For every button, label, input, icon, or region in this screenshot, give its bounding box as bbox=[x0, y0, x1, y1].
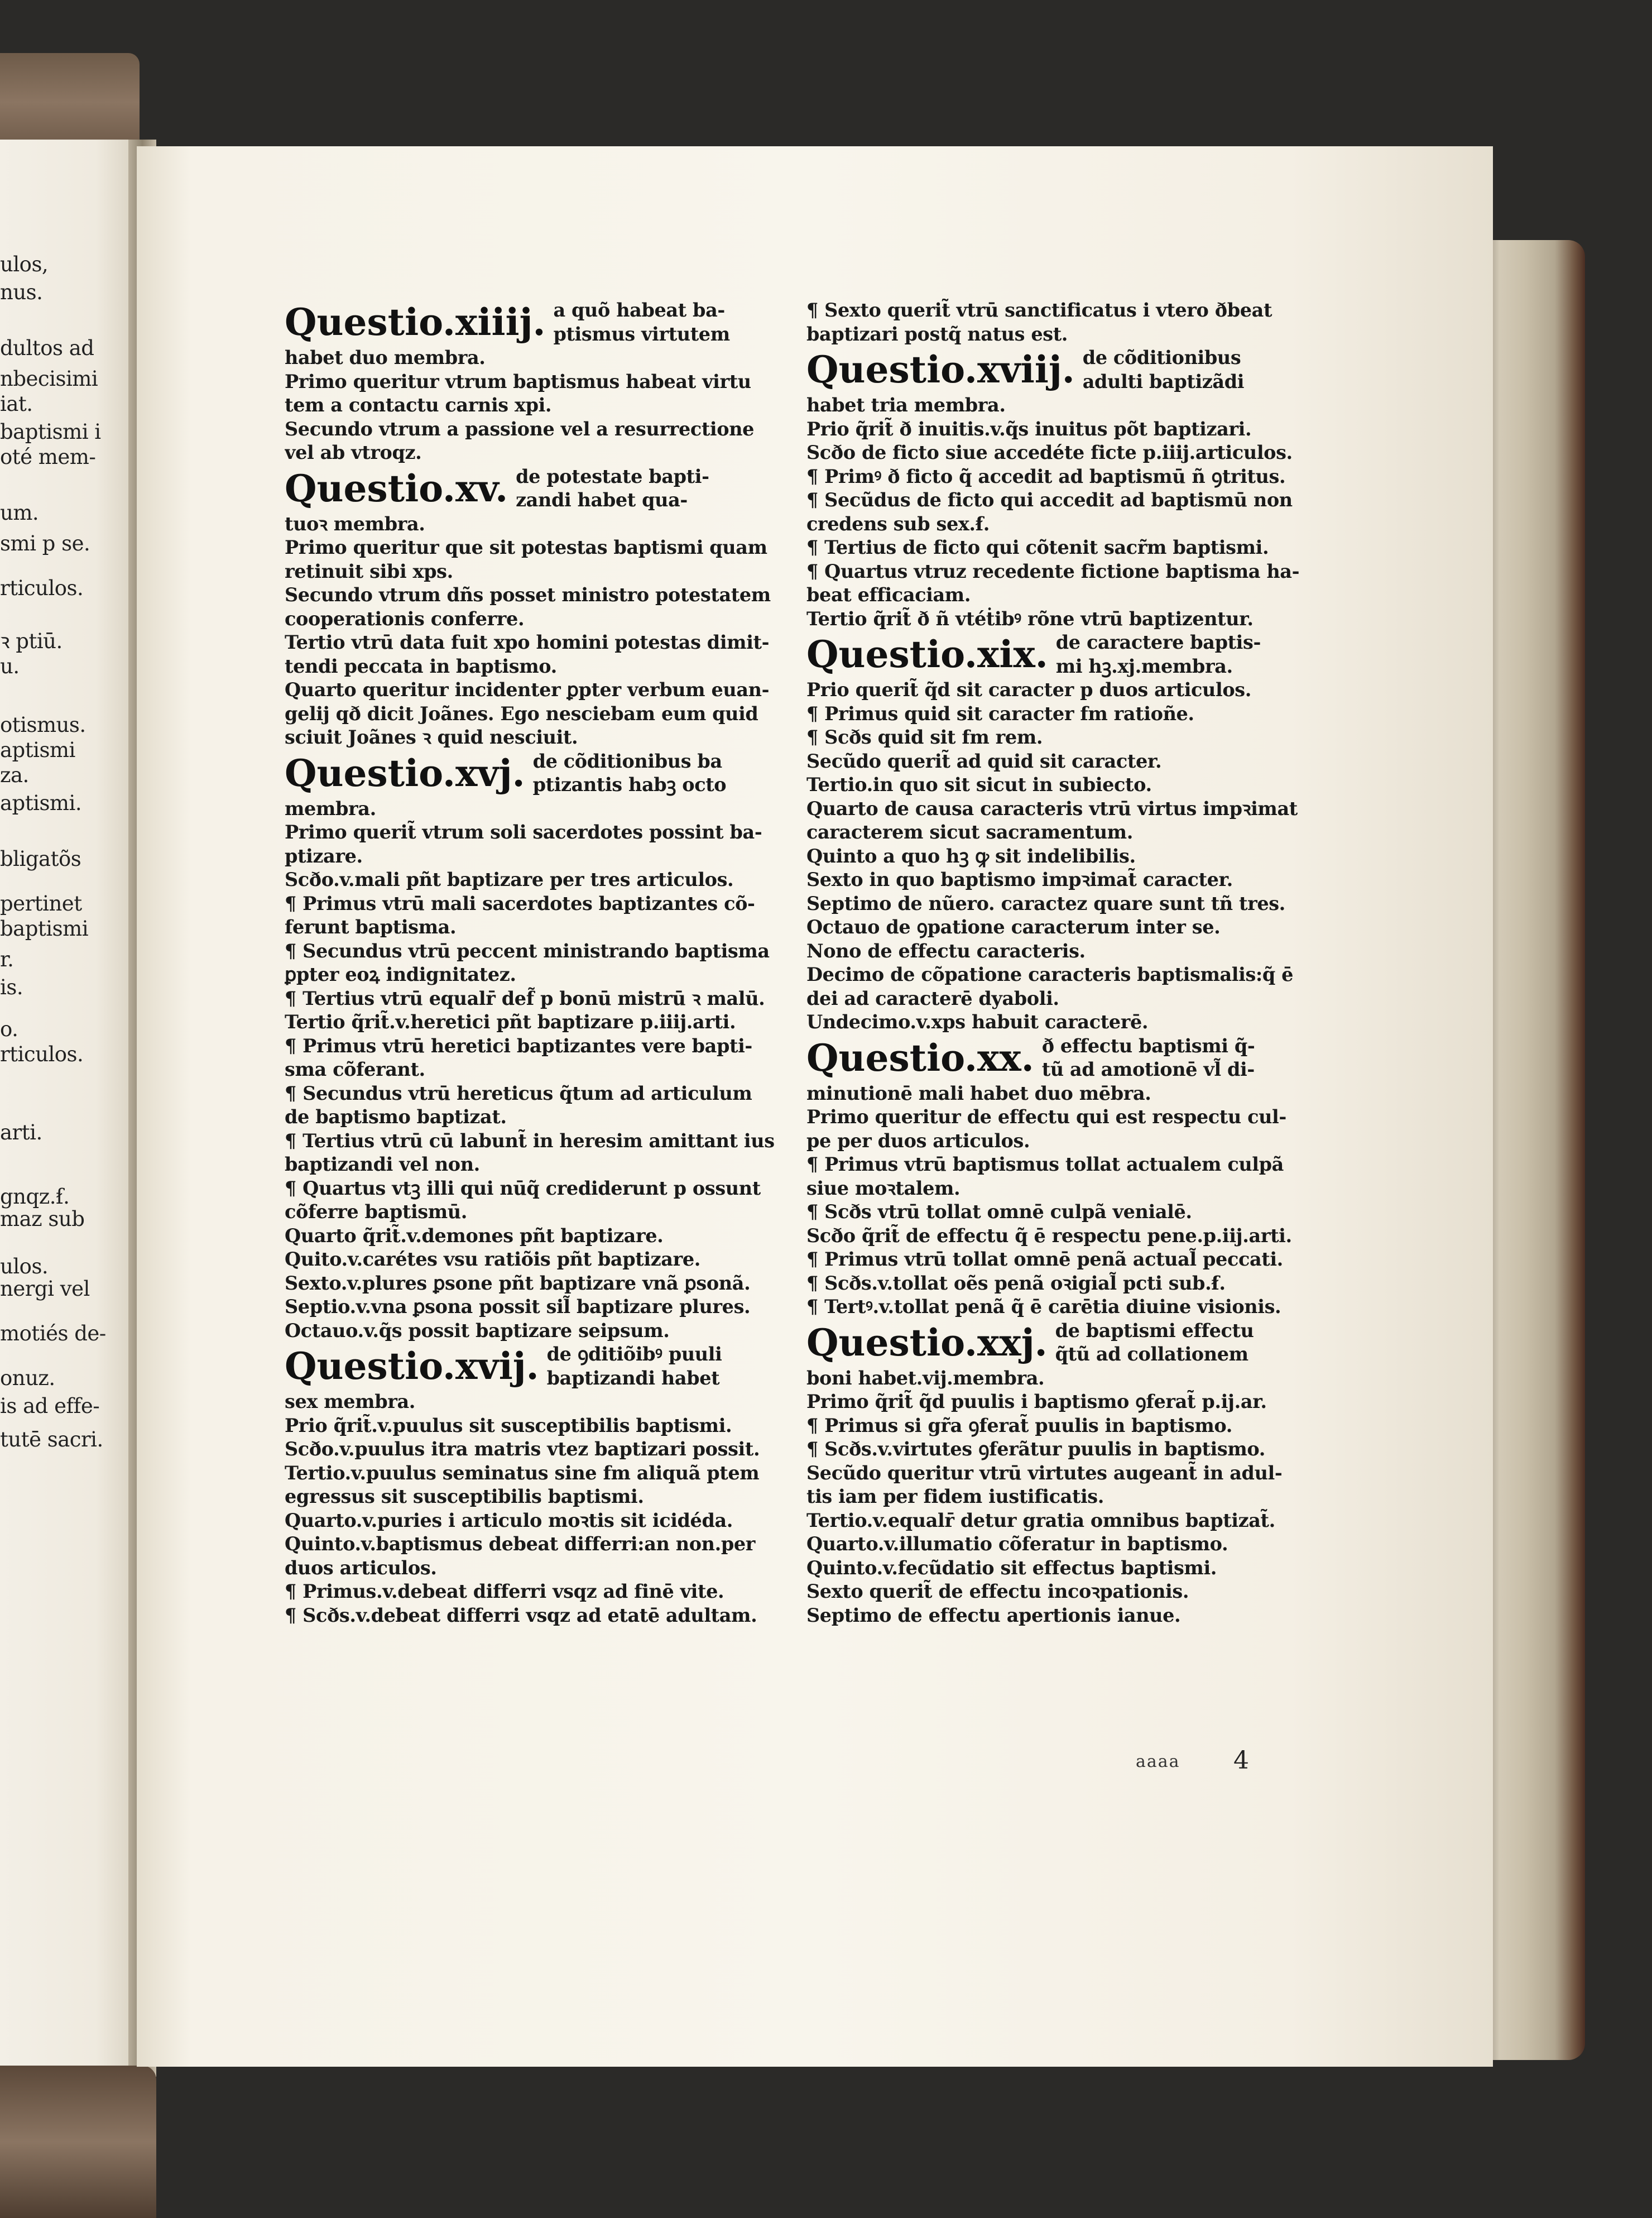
text-line: credens sub sex.ẜ. bbox=[806, 512, 990, 535]
question-heading bbox=[806, 346, 1317, 394]
question-heading bbox=[806, 1319, 1317, 1367]
question-subtitle-line: mi hꝫ.xj.membra. bbox=[1055, 655, 1233, 677]
left-page-fragment: um. bbox=[0, 501, 39, 525]
left-page-fragment: is. bbox=[0, 975, 23, 999]
text-line: Octauo.v.q̃s possit baptizare seipsum. bbox=[285, 1319, 670, 1342]
question-subtitle bbox=[1042, 1034, 1255, 1082]
text-line: caracterem sicut sacramentum. bbox=[806, 821, 1133, 843]
text-line: de baptismo baptizat. bbox=[285, 1106, 507, 1128]
text-line: Quarto de causa caracteris vtrū virtus impꝛimat bbox=[806, 797, 1298, 820]
left-page-fragment: oté mem- bbox=[0, 445, 96, 469]
question-subtitle-line: a quõ habeat ba- bbox=[553, 299, 725, 321]
text-line: habet duo membra. bbox=[285, 347, 486, 368]
question-subtitle-line: adulti baptizãdi bbox=[1082, 370, 1245, 392]
text-line: ¶ Primus si gr̃a ꝯferat̃ puulis in baptismo. bbox=[806, 1414, 1232, 1436]
question-subtitle-line: de caractere baptis- bbox=[1055, 631, 1261, 653]
text-line: boni habet.vij.membra. bbox=[806, 1367, 1045, 1389]
text-column-2 bbox=[806, 299, 1317, 1627]
question-subtitle-line: de ꝯditiõibꝰ puuli bbox=[546, 1343, 722, 1365]
text-line: retinuit sibi xps. bbox=[285, 560, 453, 582]
question-title: Questio.xix. bbox=[806, 633, 1048, 676]
text-line: Tertio.v.equalr̄ detur gratia omnibus baptizat̃. bbox=[806, 1509, 1275, 1531]
text-line: Primo queritur vtrum baptismus habeat virtu bbox=[285, 370, 751, 392]
question-subtitle bbox=[1083, 346, 1244, 394]
text-line: ¶ Scðs.v.virtutes ꝯferãtur puulis in baptismo. bbox=[806, 1438, 1265, 1460]
text-line: ¶ Scðs.v.tollat oẽs penã oꝛigial̃ pcti sub.ẜ. bbox=[806, 1272, 1226, 1294]
text-line: ¶ Primus quid sit caracter fm ratioñe. bbox=[806, 702, 1194, 725]
text-line: Secundo vtrum a passione vel a resurrectione bbox=[285, 418, 755, 440]
text-line: baptizari postq̃ natus est. bbox=[806, 323, 1068, 345]
text-line: ¶ Quartus vtꝫ illi qui nūq̃ crediderunt p ossunt bbox=[285, 1177, 761, 1199]
text-line: egressus sit susceptibilis baptismi. bbox=[285, 1486, 644, 1507]
page-number: 4 bbox=[1233, 1746, 1249, 1775]
question-subtitle-line: de potestate bapti- bbox=[516, 465, 709, 487]
left-page-fragment: rticulos. bbox=[0, 576, 84, 600]
left-page-fragment: is ad effe- bbox=[0, 1394, 100, 1418]
text-line: habet tria membra. bbox=[806, 394, 1006, 416]
text-line: Tertio q̃rit̃ ð ñ vtéṫibꝰ rõne vtrū baptizentur. bbox=[806, 607, 1254, 630]
text-line: Tertio.in quo sit sicut in subiecto. bbox=[806, 774, 1152, 796]
left-page-fragment: motiés de- bbox=[0, 1321, 106, 1345]
text-line: cõferre baptismū. bbox=[285, 1201, 468, 1223]
text-line: Tertio q̃rit̃.v.heretici pñt baptizare p.iiij.arti. bbox=[285, 1011, 736, 1033]
left-page-fragment: nergi vel bbox=[0, 1277, 90, 1301]
text-line: Quarto q̃rit̃.v.demones pñt baptizare. bbox=[285, 1224, 664, 1247]
text-line: Prio querit̃ q̃d sit caracter p duos articulos. bbox=[806, 679, 1252, 701]
text-line: Scðo de ficto siue accedéte ficte p.iiij.articulos. bbox=[806, 442, 1293, 463]
left-page-fragment: aptismi. bbox=[0, 791, 82, 815]
text-line: sma cõferant. bbox=[285, 1058, 425, 1080]
text-line: Tertio.v.puulus seminatus sine fm aliquã ptem bbox=[285, 1462, 760, 1484]
left-page-fragment: ulos, bbox=[0, 252, 49, 276]
text-line: Quinto.v.fecũdatio sit effectus baptismi. bbox=[806, 1556, 1217, 1579]
left-page-fragment: otismus. bbox=[0, 713, 86, 737]
question-title: Questio.xvj. bbox=[285, 751, 525, 795]
question-title: Questio.xvij. bbox=[285, 1344, 539, 1388]
text-line: Quito.v.carétes vsu ratiõis pñt baptizare. bbox=[285, 1248, 701, 1270]
text-line: ¶ Primꝰ ð ficto q̃ accedit ad baptismū ñ ꝯtritus. bbox=[806, 465, 1286, 487]
text-column-1 bbox=[285, 299, 781, 1627]
text-line: ptizare. bbox=[285, 845, 363, 867]
text-line: Quinto.v.baptismus debeat differri:an non.per bbox=[285, 1533, 756, 1555]
text-line: Scðo.v.puulus itra matris vtez baptizari possit. bbox=[285, 1438, 760, 1460]
question-subtitle-line: ptismus virtutem bbox=[553, 323, 730, 345]
left-page bbox=[0, 140, 137, 2077]
left-page-fragment: arti. bbox=[0, 1120, 42, 1144]
book-cover-bottom bbox=[0, 2066, 156, 2218]
question-subtitle-line: de cõditionibus bbox=[1082, 347, 1241, 368]
question-subtitle-line: ptizantis habꝫ octo bbox=[532, 774, 727, 796]
question-subtitle-line: ð effectu baptismi q̃- bbox=[1041, 1034, 1255, 1057]
question-subtitle-line: de cõditionibus ba bbox=[532, 750, 722, 772]
text-line: Sexto querit̃ de effectu incoꝛpationis. bbox=[806, 1580, 1189, 1602]
left-page-fragment: maz sub bbox=[0, 1207, 85, 1231]
text-line: minutionē mali habet duo mēbra. bbox=[806, 1082, 1151, 1104]
left-page-fragment: nbecisimi bbox=[0, 367, 98, 391]
left-page-fragment: u. bbox=[0, 654, 20, 678]
text-line: ¶ Primus vtrū tollat omnē penã actual̃ peccati. bbox=[806, 1248, 1283, 1270]
left-page-fragment: nus. bbox=[0, 280, 43, 304]
text-line: Prio q̃rit̃ ð inuitis.v.q̃s inuitus põt baptizari. bbox=[806, 418, 1252, 440]
text-line: ¶ Primus.v.debeat differri vsqz ad finē vite. bbox=[285, 1580, 724, 1602]
text-line: vel ab vtroqz. bbox=[285, 442, 422, 463]
signature-mark: aaaa bbox=[1136, 1752, 1180, 1771]
text-line: ¶ Secundus vtrū hereticus q̃tum ad articulum bbox=[285, 1082, 752, 1104]
text-line: beat efficaciam. bbox=[806, 584, 971, 606]
question-subtitle bbox=[1056, 631, 1261, 678]
left-page-fragment: ulos. bbox=[0, 1254, 49, 1278]
text-line: ¶ Secundus vtrū peccent ministrando baptisma bbox=[285, 940, 770, 962]
text-line: baptizandi vel non. bbox=[285, 1153, 480, 1175]
text-line: ¶ Sexto querit̃ vtrū sanctificatus i vtero ðbeat bbox=[806, 299, 1272, 321]
left-page-fragment: dultos ad bbox=[0, 336, 94, 360]
left-page-fragment: ꝛ ptiū. bbox=[0, 629, 63, 653]
text-line: Scðo q̃rit̃ de effectu q̃ ē respectu pene.p.iij.arti. bbox=[806, 1224, 1292, 1247]
text-line: cooperationis conferre. bbox=[285, 607, 525, 630]
text-line: Primo queritur de effectu qui est respectu cul- bbox=[806, 1106, 1286, 1128]
text-line: Scðo.v.mali pñt baptizare per tres articulos. bbox=[285, 869, 734, 890]
text-line: siue moꝛtalem. bbox=[806, 1177, 961, 1199]
text-line: pe per duos articulos. bbox=[806, 1129, 1030, 1152]
text-line: Quinto a quo hꝫ ꝙ sit indelibilis. bbox=[806, 845, 1136, 867]
text-line: Secũdo queritur vtrū virtutes augeant̃ in adul- bbox=[806, 1462, 1283, 1484]
page-edges bbox=[1485, 240, 1585, 2060]
left-page-fragment: smi p se. bbox=[0, 531, 90, 555]
text-line: ¶ Secũdus de ficto qui accedit ad baptismū non bbox=[806, 489, 1293, 511]
text-line: ¶ Tertius vtrū equalr̄ def̃ p bonū mistrū ꝛ malū. bbox=[285, 987, 765, 1009]
left-page-fragment: o. bbox=[0, 1017, 18, 1041]
text-line: Secũdo querit̃ ad quid sit caracter. bbox=[806, 750, 1162, 772]
text-line: Septio.v.vna ꝑsona possit sil̃ baptizare plures. bbox=[285, 1296, 751, 1318]
text-line: Prio q̃rit̃.v.puulus sit susceptibilis baptismi. bbox=[285, 1414, 732, 1436]
text-line: tendi peccata in baptismo. bbox=[285, 655, 557, 677]
text-line: Primo q̃rit̃ q̃d puulis i baptismo ꝯferat̃ p.ij.ar. bbox=[806, 1391, 1267, 1412]
text-line: gelij qð dicit Joãnes. Ego nesciebam eum quid bbox=[285, 702, 758, 725]
text-line: membra. bbox=[285, 797, 376, 820]
text-line: Sexto in quo baptismo impꝛimat̃ caracter. bbox=[806, 869, 1233, 890]
question-title: Questio.xxj. bbox=[806, 1320, 1048, 1364]
text-line: ferunt baptisma. bbox=[285, 916, 457, 938]
text-line: duos articulos. bbox=[285, 1556, 437, 1579]
text-line: Octauo de ꝯpatione caracterum inter se. bbox=[806, 916, 1221, 938]
text-line: sciuit Joãnes ꝛ quid nesciuit. bbox=[285, 726, 578, 748]
text-line: Quarto.v.puries i articulo moꝛtis sit icidéda. bbox=[285, 1509, 733, 1531]
question-heading bbox=[285, 750, 781, 797]
text-line: dei ad caracterē dyaboli. bbox=[806, 987, 1059, 1009]
question-subtitle bbox=[1055, 1319, 1254, 1367]
question-title: Questio.xiiij. bbox=[285, 300, 546, 344]
text-line: Sexto.v.plures ꝑsone pñt baptizare vnã ꝑsonã. bbox=[285, 1272, 751, 1294]
text-line: Secundo vtrum dñs posset ministro potestatem bbox=[285, 584, 771, 606]
left-page-fragment: gnqz.ẜ. bbox=[0, 1185, 70, 1209]
text-line: Primo querit̃ vtrum soli sacerdotes possint ba- bbox=[285, 821, 762, 843]
left-page-fragment: baptismi bbox=[0, 917, 89, 941]
text-line: Tertio vtrū data fuit xpo homini potestas dimit- bbox=[285, 631, 770, 653]
question-subtitle-line: baptizandi habet bbox=[546, 1367, 720, 1389]
question-subtitle bbox=[516, 465, 709, 512]
text-line: ¶ Scðs quid sit fm rem. bbox=[806, 726, 1043, 748]
text-line: tis iam per fidem iustificatis. bbox=[806, 1486, 1104, 1507]
question-heading bbox=[285, 465, 781, 512]
left-page-fragment: iat. bbox=[0, 392, 33, 416]
question-heading bbox=[806, 1034, 1317, 1082]
text-line: ¶ Tertꝰ.v.tollat penã q̃ ē carētia diuine visionis. bbox=[806, 1296, 1281, 1318]
text-line: Quarto queritur incidenter ꝑpter verbum euan- bbox=[285, 679, 770, 701]
text-line: Decimo de cõpatione caracteris baptismalis:q̃ ē bbox=[806, 964, 1294, 985]
text-line: tuoꝛ membra. bbox=[285, 512, 425, 535]
text-line: Nono de effectu caracteris. bbox=[806, 940, 1086, 962]
text-line: Undecimo.v.xps habuit caracterē. bbox=[806, 1011, 1149, 1033]
left-page-fragment: bligatõs bbox=[0, 847, 81, 871]
question-subtitle-line: tũ ad amotionē vl̃ di- bbox=[1041, 1058, 1255, 1080]
left-page-fragment: onuz. bbox=[0, 1366, 55, 1390]
left-page-fragment: r. bbox=[0, 947, 14, 971]
question-subtitle bbox=[533, 750, 727, 797]
text-line: ¶ Tertius de ficto qui cõtenit sacr̃m baptismi. bbox=[806, 536, 1269, 558]
question-subtitle bbox=[547, 1343, 722, 1390]
left-page-fragment: aptismi bbox=[0, 738, 75, 762]
text-line: ¶ Tertius vtrū cū labunt̃ in heresim amittant ius bbox=[285, 1129, 775, 1152]
text-line: ꝑpter eoꝝ indignitatez. bbox=[285, 964, 516, 985]
text-line: Primo queritur que sit potestas baptismi quam bbox=[285, 536, 767, 558]
question-title: Questio.xv. bbox=[285, 466, 508, 510]
text-line: ¶ Primus vtrū baptismus tollat actualem culpã bbox=[806, 1153, 1284, 1175]
question-subtitle-line: q̃tũ ad collationem bbox=[1055, 1343, 1248, 1365]
question-subtitle-line: de baptismi effectu bbox=[1055, 1319, 1254, 1342]
text-line: ¶ Quartus vtruz recedente fictione baptisma ha- bbox=[806, 560, 1300, 582]
text-line: tem a contactu carnis xpi. bbox=[285, 394, 552, 416]
text-line: Septimo de effectu apertionis ianue. bbox=[806, 1604, 1181, 1626]
text-line: ¶ Primus vtrū mali sacerdotes baptizantes cõ- bbox=[285, 892, 755, 914]
question-heading bbox=[285, 299, 781, 346]
question-heading bbox=[285, 1343, 781, 1390]
question-title: Questio.xviij. bbox=[806, 348, 1075, 391]
left-page-fragment: baptismi i bbox=[0, 420, 101, 444]
text-line: sex membra. bbox=[285, 1391, 416, 1412]
text-line: Septimo de nũero. caractez quare sunt tñ tres. bbox=[806, 892, 1285, 914]
question-subtitle bbox=[553, 299, 729, 346]
text-line: ¶ Scðs.v.debeat differri vsqz ad etatē adultam. bbox=[285, 1604, 757, 1626]
question-heading bbox=[806, 631, 1317, 678]
left-page-fragment: pertinet bbox=[0, 892, 82, 916]
text-line: ¶ Primus vtrū heretici baptizantes vere bapti- bbox=[285, 1034, 752, 1057]
left-page-fragment: za. bbox=[0, 763, 29, 787]
text-line: ¶ Scðs vtrū tollat omnē culpã venialē. bbox=[806, 1201, 1192, 1223]
text-line: Quarto.v.illumatio cõferatur in baptismo. bbox=[806, 1533, 1228, 1555]
left-page-fragment: rticulos. bbox=[0, 1042, 84, 1066]
question-title: Questio.xx. bbox=[806, 1036, 1034, 1080]
left-page-fragment: tutē sacri. bbox=[0, 1427, 103, 1451]
question-subtitle-line: zandi habet qua- bbox=[516, 489, 688, 511]
